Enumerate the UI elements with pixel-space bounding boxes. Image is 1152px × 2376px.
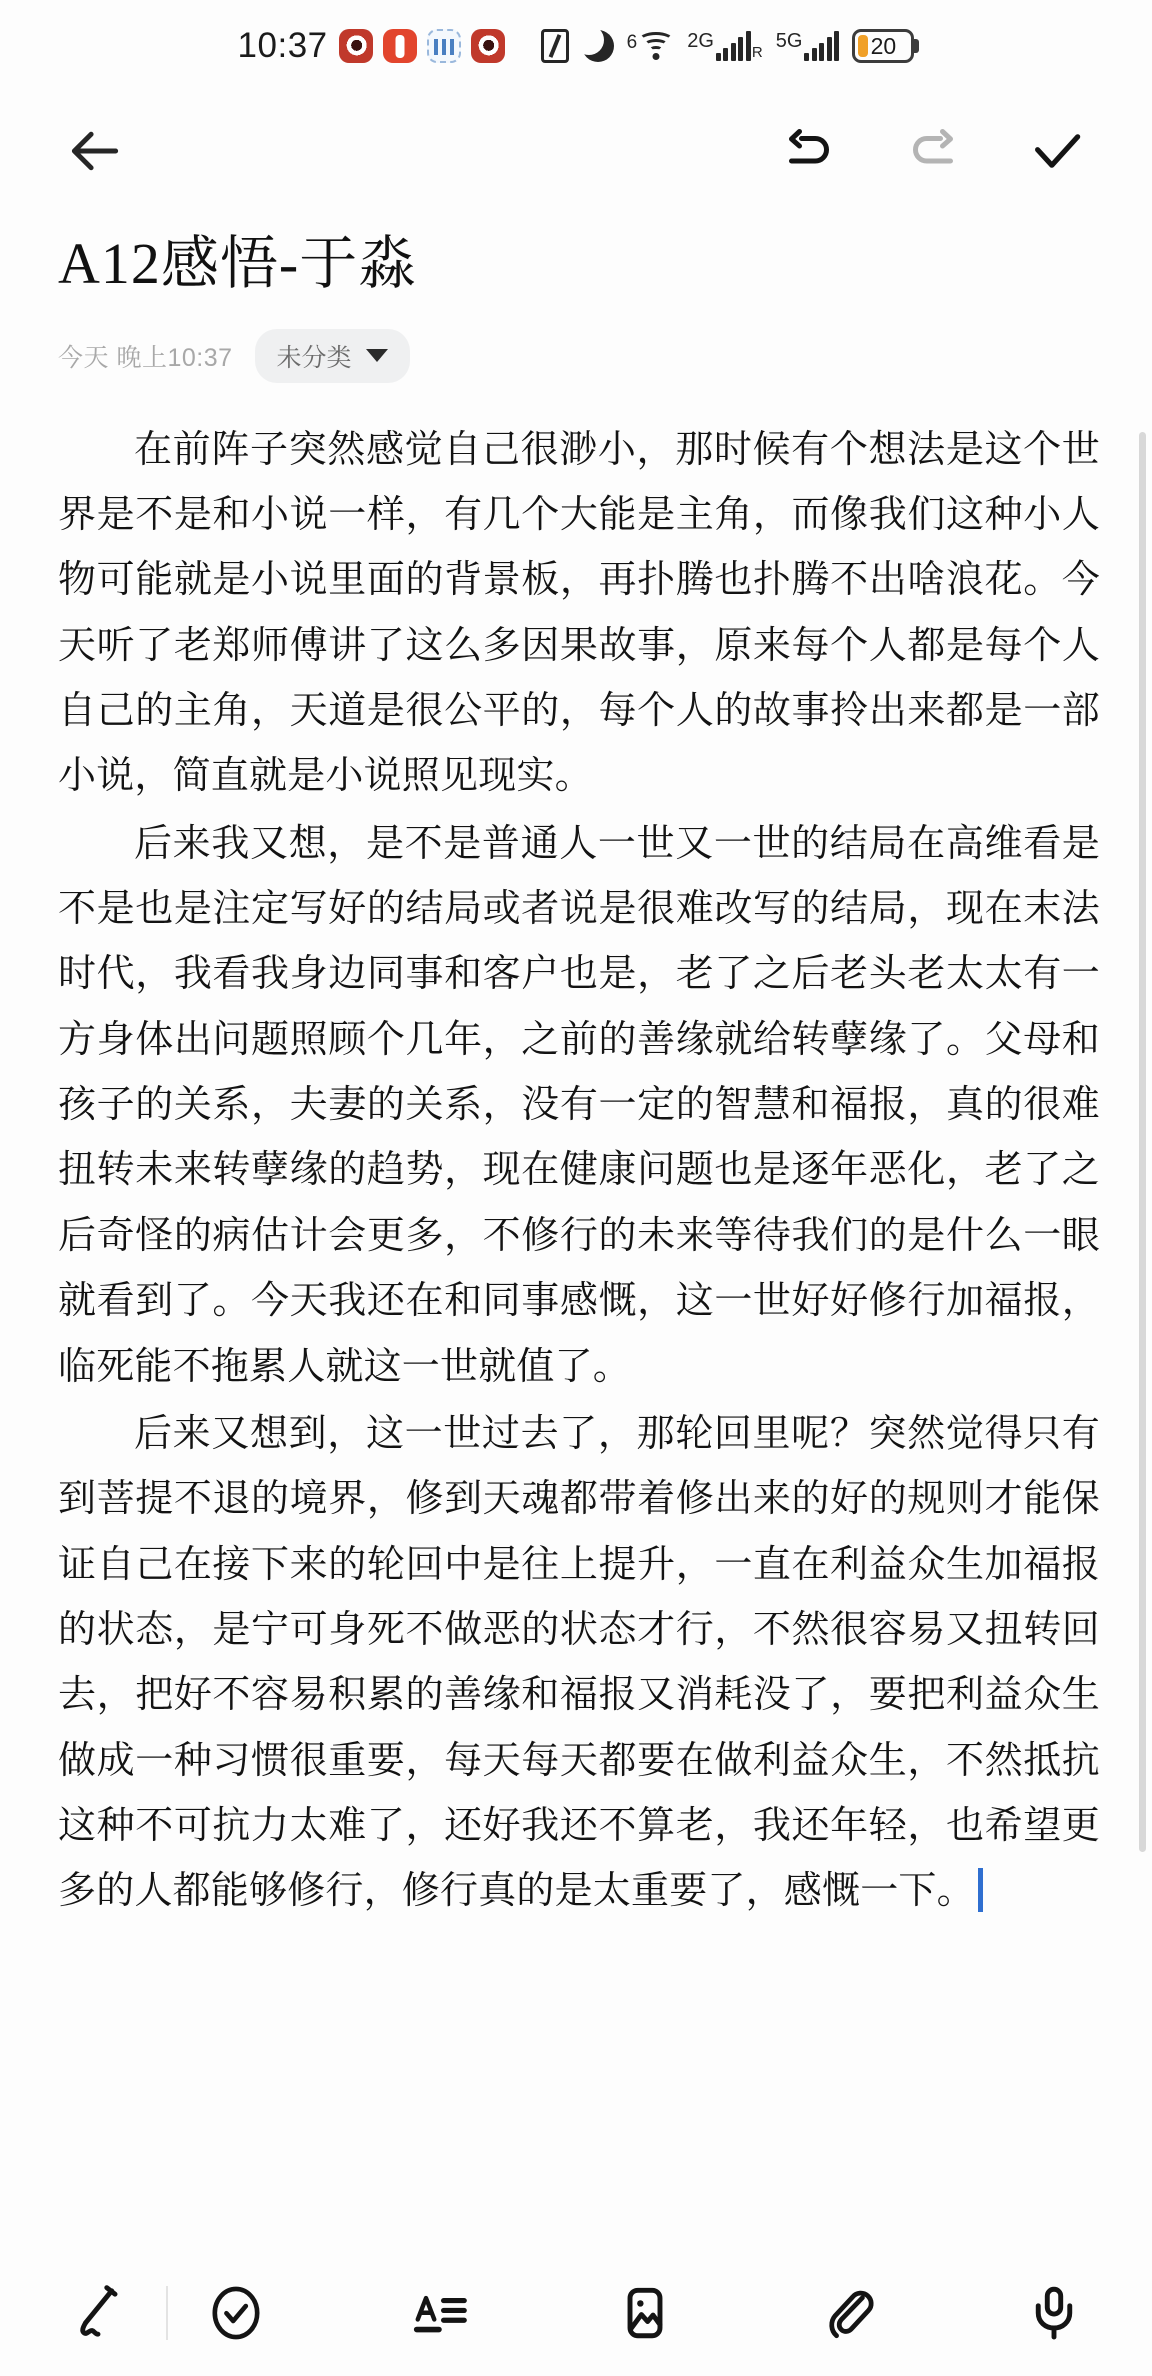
editor-toolbar [0, 92, 1152, 210]
notification-app-icon-1 [339, 29, 373, 63]
image-icon [614, 2282, 676, 2344]
sim1-network-label: 2G [687, 30, 714, 52]
insert-image-button[interactable] [603, 2271, 687, 2355]
status-bar [0, 0, 1152, 92]
text-format-button[interactable] [399, 2271, 483, 2355]
toolbar-actions [766, 108, 1100, 194]
note-body[interactable] [58, 417, 1100, 1924]
notification-app-icon-2 [383, 29, 417, 63]
note-title[interactable]: A12感悟-于淼 [58, 231, 418, 296]
back-arrow-icon [64, 120, 126, 182]
wifi-icon [627, 32, 675, 60]
back-button[interactable] [52, 108, 138, 194]
bottom-toolbar [0, 2250, 1152, 2376]
voice-record-button[interactable] [1012, 2271, 1096, 2355]
category-chip[interactable] [255, 329, 410, 383]
chevron-down-icon [366, 349, 388, 362]
sim1-signal-icon [687, 31, 763, 61]
undo-icon [779, 121, 839, 181]
status-bar-right [541, 29, 915, 63]
note-timestamp: 今天 晚上10:37 [58, 343, 233, 372]
handwriting-pen-icon [67, 2282, 129, 2344]
text-cursor [978, 1868, 983, 1912]
sim2-signal-icon [776, 31, 840, 61]
redo-button[interactable] [890, 108, 976, 194]
handwriting-pen-button[interactable] [56, 2271, 140, 2355]
notification-icons [339, 29, 505, 63]
status-clock: 10:37 [237, 26, 328, 65]
do-not-disturb-moon-icon [582, 30, 614, 62]
note-paragraph: 后来又想到，这一世过去了，那轮回里呢？突然觉得只有到菩提不退的境界，修到天魂都带着修出来的好的规则才能保证自己在接下来的轮回中是往上提升，一直在利益众生加福报的状态，是宁可身死不做恶的状态才行，不然很容易又扭转回去，把好不容易积累的善缘和福报又消耗没了，要把利益众生做成一种习惯很重要，每天每天都要在做利益众生，不然抵抗这种不可抗力太难了，还好我还不算老，我还年轻，也希望更多的人都能够修行，修行真的是太重要了，感慨一下。 [58, 1410, 1100, 1913]
battery-icon [852, 29, 914, 63]
notification-app-icon-3 [427, 29, 461, 63]
status-bar-left [238, 26, 505, 66]
done-check-icon [1026, 120, 1088, 182]
toolbar-divider [166, 2286, 168, 2340]
wifi-generation-label: 6 [626, 32, 638, 53]
category-label: 未分类 [276, 343, 352, 372]
checklist-button[interactable] [194, 2271, 278, 2355]
redo-icon [903, 121, 963, 181]
sim1-roaming-label: R [751, 44, 763, 61]
undo-button[interactable] [766, 108, 852, 194]
sim2-network-label: 5G [775, 30, 803, 52]
microphone-icon [1023, 2282, 1085, 2344]
notification-app-icon-4 [471, 29, 505, 63]
note-paragraph: 在前阵子突然感觉自己很渺小，那时候有个想法是这个世界是不是和小说一样，有几个大能是主角，而像我们这种小人物可能就是小说里面的背景板，再扑腾也扑腾不出啥浪花。今天听了老郑师傅讲了这么多因果故事，原来每个人都是每个人自己的主角，天道是很公平的，每个人的故事拎出来都是一部小说，简直就是小说照见现实。 [58, 426, 1100, 798]
scrollbar-track[interactable] [1139, 432, 1146, 2250]
note-paragraph: 后来我又想，是不是普通人一世又一世的结局在高维看是不是也是注定写好的结局或者说是很难改写的结局，现在末法时代，我看我身边同事和客户也是，老了之后老头老太太有一方身体出问题照顾个几年，之前的善缘就给转孽缘了。父母和孩子的关系，夫妻的关系，没有一定的智慧和福报，真的很难扭转未来转孽缘的趋势，现在健康问题也是逐年恶化，老了之后奇怪的病估计会更多，不修行的未来等待我们的是什么一眼就看到了。今天我还在和同事感慨，这一世好好修行加福报，临死能不拖累人就这一世就值了。 [58, 820, 1100, 1388]
paperclip-icon [819, 2282, 881, 2344]
note-content-area[interactable] [0, 210, 1152, 2250]
note-meta-row [58, 329, 1100, 383]
attachment-button[interactable] [808, 2271, 892, 2355]
done-button[interactable] [1014, 108, 1100, 194]
checklist-circle-icon [205, 2282, 267, 2344]
text-format-icon [410, 2282, 472, 2344]
scrollbar-thumb[interactable] [1139, 432, 1146, 1852]
nfc-icon [541, 29, 569, 63]
battery-percent-label: 20 [870, 33, 897, 59]
